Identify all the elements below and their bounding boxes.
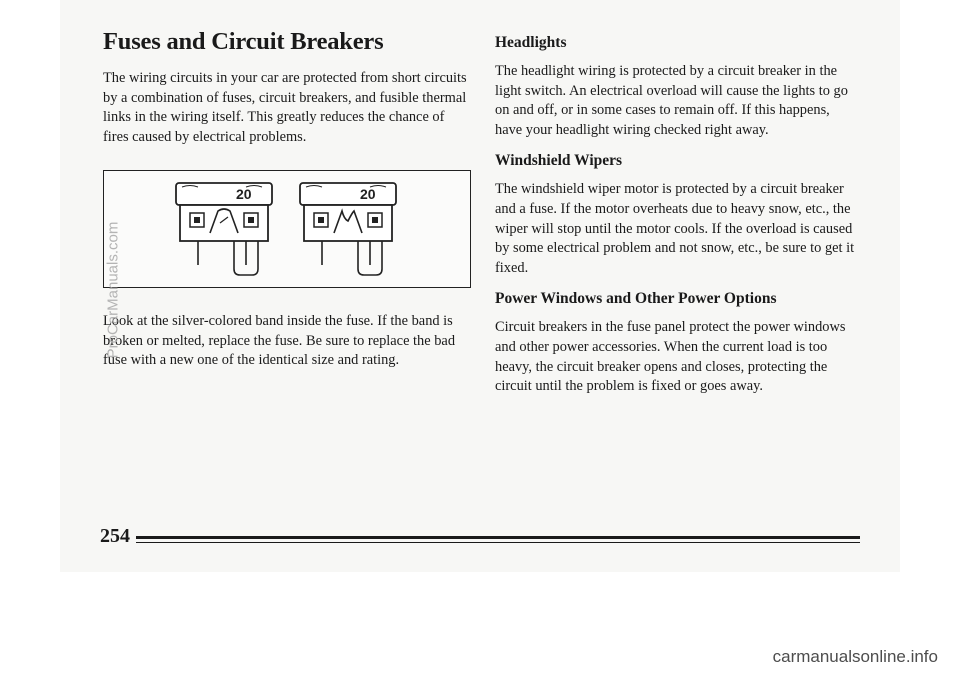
right-column — [495, 34, 860, 397]
section-body: The windshield wiper motor is protected by a circuit breaker and a fuse. If the motor overheats due to heavy snow, etc., the wiper will stop until the motor cools. If the overload is caused by some electrical problem and not snow, etc., be sure to get it fixed. — [495, 181, 855, 276]
section-body: The headlight wiring is protected by a circuit breaker in the light switch. An electrical overload will cause the lights to go on and off, or in some cases to remain off. If this happens, have your headlight wiring checked right away. — [495, 63, 848, 138]
fuse-right — [300, 183, 396, 275]
page-number: 254 — [100, 525, 130, 547]
section-heading: Windshield Wipers — [495, 152, 623, 170]
caption-block — [103, 312, 463, 371]
fuse-caption: Look at the silver-colored band inside the fuse. If the band is broken or melted, replace the fuse. Be sure to replace the bad fuse with a new one of the identical size and rating. — [103, 313, 456, 369]
site-footer: carmanualsonline.info — [772, 647, 938, 666]
fuse-left — [176, 183, 272, 275]
section-body: Circuit breakers in the fuse panel protect the power windows and other power accessories. When the current load is too heavy, the circuit breaker opens and closes, protecting the circuit until the problem is fixed or goes away. — [495, 319, 846, 395]
page-title: Fuses and Circuit Breakers — [103, 28, 384, 55]
left-column — [103, 28, 473, 147]
footer-rule — [136, 536, 860, 539]
fuse-right-rating: 20 — [360, 186, 376, 202]
fuse-illustration — [103, 170, 471, 288]
footer-rule-thin — [136, 542, 860, 543]
watermark: ProCarManuals.com — [104, 221, 122, 359]
section-heading: Headlights — [495, 34, 567, 51]
fuse-left-rating: 20 — [236, 186, 252, 202]
section-heading: Power Windows and Other Power Options — [495, 290, 777, 308]
intro-paragraph: The wiring circuits in your car are protected from short circuits by a combination of fuses, circuit breakers, and fusible thermal links in the wiring itself. This greatly reduces the chance of fires caused by electrical problems. — [103, 70, 467, 145]
